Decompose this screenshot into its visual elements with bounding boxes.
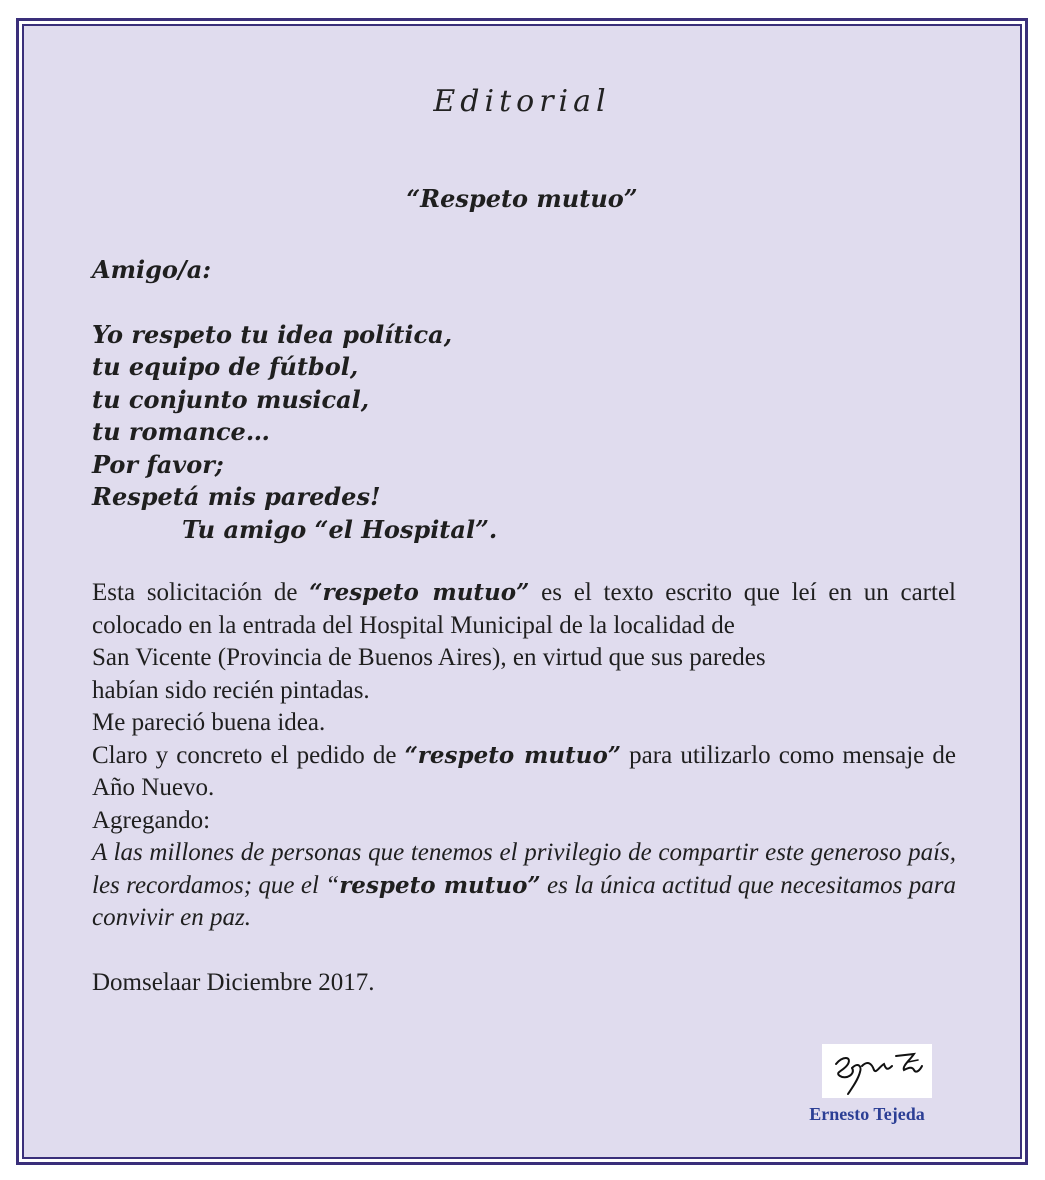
body-paragraph-3 (92, 740, 956, 805)
emphasis-respeto-mutuo: “respeto mutuo” (309, 579, 530, 606)
body-paragraph-1-cont (92, 642, 956, 675)
body-text-run: San Vicente (Provincia de Buenos Aires), en virtud que sus paredes (92, 644, 766, 671)
body-paragraph-4: Agregando: (92, 806, 211, 834)
hospital-message (92, 254, 497, 546)
body-paragraph-1-end (92, 675, 956, 708)
handwritten-signature-icon (822, 1044, 932, 1098)
poem-signoff: Tu amigo “el Hospital”. (182, 514, 498, 544)
body-text-run: es el texto escrito que leí en un cartel colocado en la entrada del Hospital Municipal de la localidad de (92, 579, 956, 639)
poem-line: Respetá mis paredes! (92, 482, 381, 511)
poem-greeting: Amigo/a: (92, 255, 212, 284)
body-text-run-italic: es la única actitud que necesitamos para convivir en paz. (92, 871, 956, 931)
body-text-run: Claro y concreto el pedido de (92, 741, 405, 769)
editorial-panel (22, 24, 1022, 1159)
section-title: Editorial (433, 84, 611, 119)
signature-image (822, 1044, 932, 1098)
poem-line: tu conjunto musical, (92, 384, 370, 414)
poem-line: Yo respeto tu idea política, (92, 319, 453, 349)
poem-line: tu equipo de fútbol, (92, 352, 359, 381)
body-text-run: habían sido recién pintadas. (92, 676, 370, 704)
emphasis-respeto-mutuo: respeto mutuo” (339, 871, 541, 899)
body-text-run-italic: A las millones de personas que tenemos el privilegio de compartir este generoso país, les recordamos; que el “ (92, 839, 956, 899)
editorial-heading: “Respeto mutuo” (406, 184, 638, 213)
body-text-run: para utilizarlo como mensaje de Año Nuevo. (92, 741, 957, 801)
emphasis-respeto-mutuo: “respeto mutuo” (404, 741, 622, 769)
poem-line: tu romance… (92, 417, 270, 446)
editorial-frame (16, 18, 1028, 1165)
editorial-body (92, 577, 956, 935)
body-paragraph-1 (92, 577, 956, 642)
body-paragraph-2: Me pareció buena idea. (92, 709, 326, 736)
body-paragraph-5 (92, 837, 956, 935)
poem-line: Por favor; (92, 449, 224, 479)
dateline: Domselaar Diciembre 2017. (92, 969, 375, 996)
author-name: Ernesto Tejeda (809, 1104, 925, 1124)
body-text-run: Esta solicitación de (92, 579, 310, 606)
